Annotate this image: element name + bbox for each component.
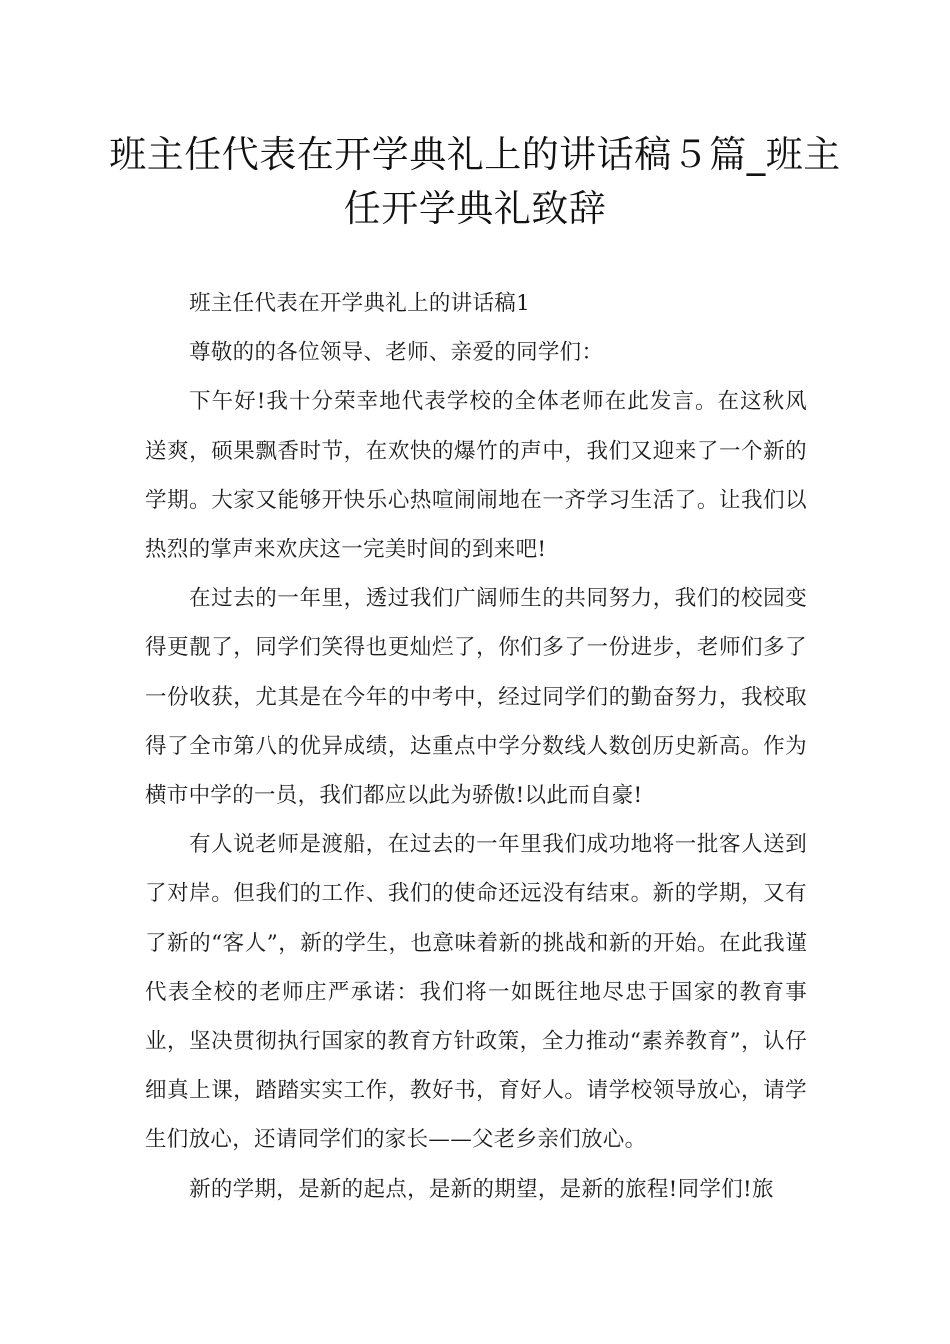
document-body: [145, 279, 807, 1214]
body-paragraph: 下午好!我十分荣幸地代表学校的全体老师在此发言。在这秋风送爽，硕果飘香时节，在欢快的爆竹的声中，我们又迎来了一个新的学期。大家又能够开快乐心热喧闹闹地在一齐学习生活了。让我们以热烈的掌声来欢庆这一完美时间的到来吧!: [145, 389, 807, 563]
body-paragraph: 有人说老师是渡船，在过去的一年里我们成功地将一批客人送到了对岸。但我们的工作、我们的使命还远没有结束。新的学期，又有了新的“客人”，新的学生，也意味着新的挑战和新的开始。在此我谨代表全校的老师庄严承诺：我们将一如既往地尽忠于国家的教育事业，坚决贯彻执行国家的教育方针政策，全力推动“素养教育”，认仔细真上课，踏踏实实工作，教好书，育好人。请学校领导放心，请学生们放心，还请同学们的家长——父老乡亲们放心。: [145, 832, 807, 1153]
document-title: 班主任代表在开学典礼上的讲话稿５篇_班主任开学典礼致辞: [109, 133, 841, 230]
body-paragraph: 新的学期，是新的起点，是新的期望，是新的旅程!同学们!旅: [189, 1176, 774, 1202]
section-heading: 班主任代表在开学典礼上的讲话稿1: [189, 291, 531, 316]
body-paragraph: 在过去的一年里，透过我们广阔师生的共同努力，我们的校园变得更靓了，同学们笑得也更灿烂了，你们多了一份进步，老师们多了一份收获，尤其是在今年的中考中，经过同学们的勤奋努力，我校取得了全市第八的优异成绩，达重点中学分数线人数创历史新高。作为横市中学的一员，我们都应以此为骄傲!以此而自豪!: [145, 586, 807, 809]
salutation: 尊敬的的各位领导、老师、亲爱的同学们：: [189, 340, 604, 366]
